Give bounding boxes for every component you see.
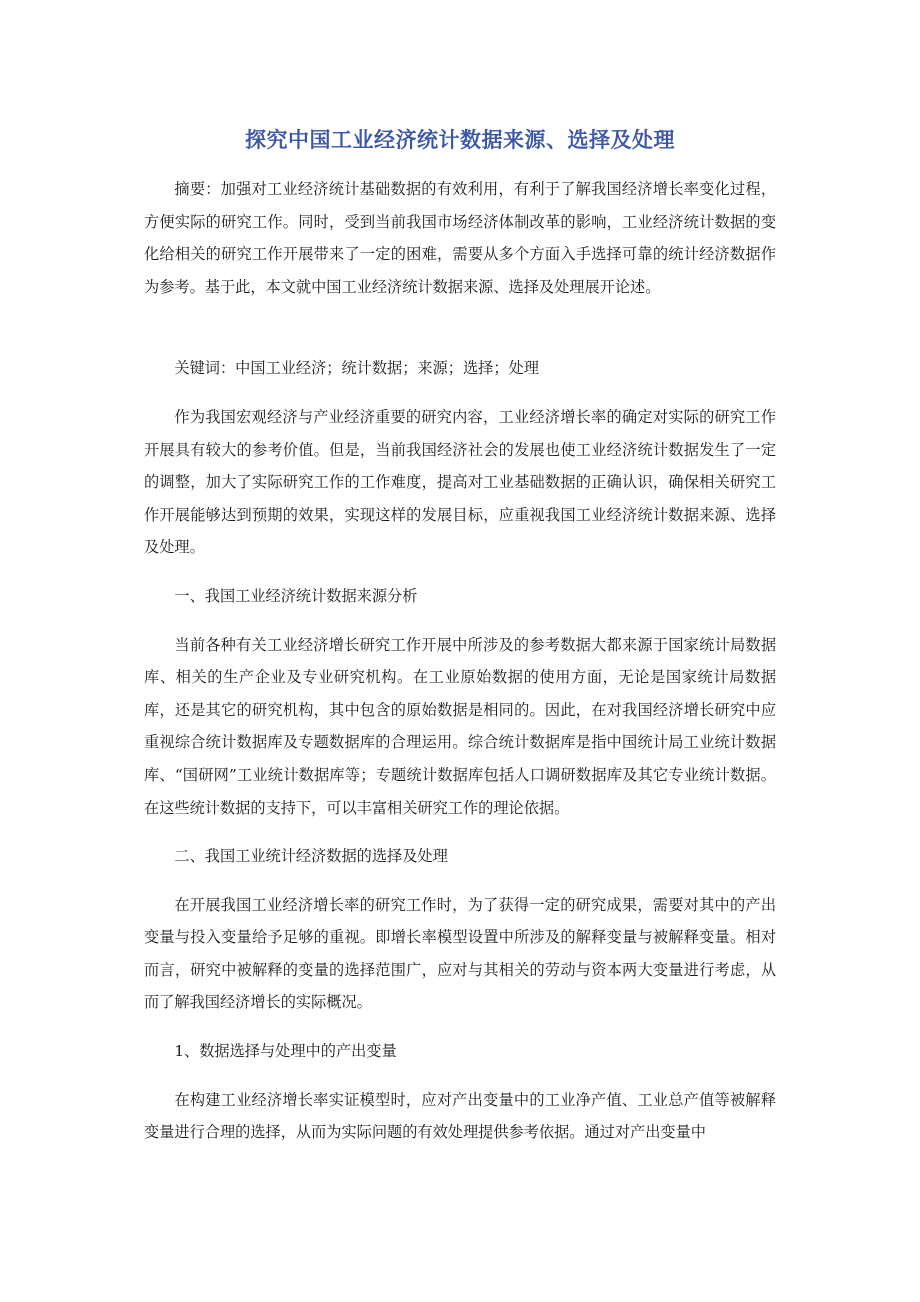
document-title: 探究中国工业经济统计数据来源、选择及处理 [245, 128, 675, 152]
section-heading-2: 二、我国工业统计经济数据的选择及处理 [174, 847, 448, 866]
section-2-paragraph: 在开展我国工业经济增长率的研究工作时，为了获得一定的研究成果，需要对其中的产出变量与投入变量给予足够的重视。即增长率模型设置中所涉及的解释变量与被解释变量。相对而言，研究中被解释的变量的选择范围广，应对与其相关的劳动与资本两大变量进行考虑，从而了解我国经济增长的实际概况。 [144, 895, 776, 1012]
subsection-heading-1: 1、数据选择与处理中的产出变量 [174, 1042, 397, 1061]
intro-paragraph: 作为我国宏观经济与产业经济重要的研究内容，工业经济增长率的确定对实际的研究工作开展具有较大的参考价值。但是，当前我国经济社会的发展也使工业经济统计数据发生了一定的调整，加大了实际研究工作的工作难度，提高对工业基础数据的正确认识，确保相关研究工作开展能够达到预期的效果，实现这样的发展目标，应重视我国工业经济统计数据来源、选择及处理。 [144, 407, 776, 557]
keywords-paragraph: 关键词：中国工业经济；统计数据；来源；选择；处理 [174, 359, 539, 378]
subsection-1-paragraph: 在构建工业经济增长率实证模型时，应对产出变量中的工业净产值、工业总产值等被解释变量进行合理的选择，从而为实际问题的有效处理提供参考依据。通过对产出变量中 [144, 1090, 776, 1142]
section-1-paragraph: 当前各种有关工业经济增长研究工作开展中所涉及的参考数据大都来源于国家统计局数据库、相关的生产企业及专业研究机构。在工业原始数据的使用方面，无论是国家统计局数据库，还是其它的研究机构，其中包含的原始数据是相同的。因此，在对我国经济增长研究中应重视综合统计数据库及专题数据库的合理运用。综合统计数据库是指中国统计局工业统计数据库、“国研网”工业统计数据库等；专题统计数据库包括人口调研数据库及其它专业统计数据。在这些统计数据的支持下，可以丰富相关研究工作的理论依据。 [144, 635, 776, 817]
document-body [144, 173, 776, 1149]
abstract-paragraph: 摘要：加强对工业经济统计基础数据的有效利用，有利于了解我国经济增长率变化过程，方便实际的研究工作。同时，受到当前我国市场经济体制改革的影响，工业经济统计数据的变化给相关的研究工作开展带来了一定的困难，需要从多个方面入手选择可靠的统计经济数据作为参考。基于此，本文就中国工业经济统计数据来源、选择及处理展开论述。 [144, 180, 776, 296]
section-heading-1: 一、我国工业经济统计数据来源分析 [174, 586, 418, 605]
